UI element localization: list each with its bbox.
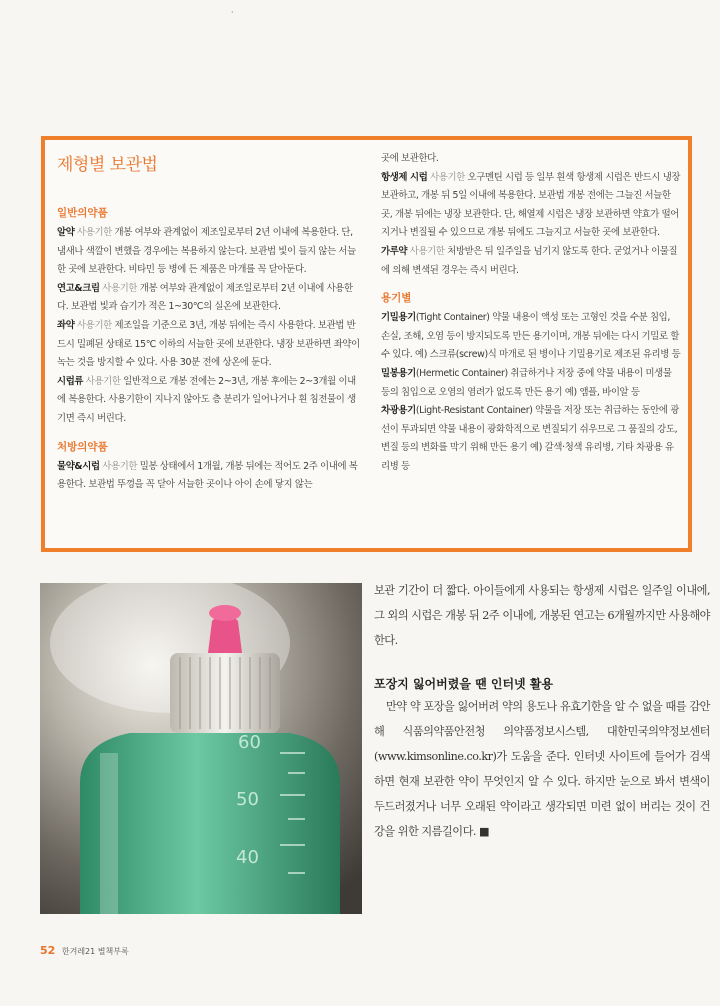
- entry-text: (Tight Container) 약물 내용이 액성 또는 고형인 것을 수분 침입, 손실, 조해, 오염 등이 방지되도록 만든 용기이며, 개봉 뒤에는 다시 기밀로 할 수 있다. 예) 스크류(screw)식 마개로 된 병이나 기밀용기로 제조된 유리병 등: [381, 312, 681, 361]
- footer-publication: 한겨레21 별책부록: [61, 947, 129, 956]
- entry-text: 밀봉 상태에서 1개월, 개봉 뒤에는 적어도 2주 이내에 복용한다. 보관법 뚜껑을 꼭 닫아 서늘한 곳이나 아이 손에 닿지 않는: [57, 460, 358, 491]
- guide-entry: [57, 458, 363, 495]
- entry-lead: 연고&크림: [57, 282, 100, 294]
- page-number: 52: [40, 944, 56, 957]
- scale-mark-60: 60: [238, 732, 261, 753]
- entry-label: 사용기한: [83, 375, 121, 387]
- guide-entry: [381, 402, 681, 476]
- syrup-bottle-photo: [40, 583, 362, 914]
- entry-lead: 알약: [57, 227, 75, 238]
- entry-text: 개봉 여부와 관계없이 제조일로부터 2년 이내에 사용한다. 보관법 빛과 습기가 적은 1~30℃의 실온에 보관한다.: [57, 282, 353, 313]
- section-heading: 처방의약품: [57, 440, 108, 453]
- guide-entry: [57, 280, 363, 317]
- section-heading: 용기별: [381, 292, 412, 305]
- guide-entry: [57, 317, 363, 373]
- guide-entry: [381, 365, 681, 402]
- entry-lead: 가루약: [381, 245, 408, 257]
- box-title: 제형별 보관법: [57, 155, 158, 175]
- scale-mark-50: 50: [236, 789, 259, 810]
- guide-entry: [381, 150, 681, 169]
- corner-mark: ‘: [231, 10, 234, 19]
- entry-label: 사용기한: [99, 460, 138, 472]
- guide-entry: [381, 169, 681, 243]
- section-heading: 일반의약품: [57, 207, 108, 219]
- box-left-column: [57, 150, 363, 495]
- entry-label: 사용기한: [74, 227, 112, 238]
- entry-lead: 물약&시럽: [57, 460, 100, 472]
- article-body: [374, 578, 710, 844]
- entry-label: 사용기한: [427, 171, 465, 183]
- entry-text: 곳에 보관한다.: [381, 153, 439, 164]
- right-content: [381, 150, 681, 477]
- left-content: [57, 205, 363, 495]
- entry-label: 사용기한: [99, 282, 138, 294]
- article-paragraph-2: 만약 약 포장을 잃어버려 약의 용도나 유효기한을 알 수 없을 때를 감안해 식품의약품안전청 의약품정보시스템, 대한민국의약정보센터(www.kimsonline.co.kr)가 도움을 준다. 인터넷 사이트에 들어가 검색하면 현재 보관한 약이 무엇인지 알 수 있다. 하지만 눈으로 봐서 변색이 두드러졌거나 너무 오래된 약이라고 생각되면 미련 없이 버리는 것이 건강을 위한 지름길이다. ■: [374, 700, 710, 838]
- entry-lead: 기밀용기: [381, 312, 416, 324]
- page-footer: [40, 944, 129, 957]
- article-subheading: 포장지 잃어버렸을 땐 인터넷 활용: [374, 677, 554, 691]
- storage-guide-box: [41, 136, 692, 552]
- entry-label: 사용기한: [407, 245, 445, 257]
- entry-text: 오구멘틴 시럽 등 일부 흰색 항생제 시럽은 반드시 냉장 보관하고, 개봉 뒤 5일 이내에 복용한다. 보관법 개봉 전에는 그늘진 서늘한 곳, 개봉 뒤에는 냉장 보관한다. 단, 해열제 시럽은 냉장 보관하면 약효가 떨어지거나 변질될 수 있으므로 개봉 뒤에도 그늘지고 서늘한 곳에 보관한다.: [381, 171, 681, 239]
- entry-lead: 밀봉용기: [381, 367, 416, 379]
- bottle-image: [40, 583, 362, 914]
- entry-label: 사용기한: [74, 319, 112, 331]
- guide-entry: [381, 243, 681, 280]
- entry-lead: 항생제 시럽: [381, 171, 428, 183]
- guide-entry: [381, 309, 681, 365]
- entry-text: 제조일을 기준으로 3년, 개봉 뒤에는 즉시 사용한다. 보관법 반드시 밀폐된 상태로 15℃ 이하의 서늘한 곳에 보관한다. 냉장 보관하면 좌약이 녹는 것을 방지할 수 있다. 사용 30분 전에 상온에 둔다.: [57, 319, 360, 369]
- entry-lead: 차광용기: [381, 405, 416, 417]
- entry-lead: 좌약: [57, 319, 75, 331]
- entry-text: (Light-Resistant Container) 약물을 저장 또는 취급하는 동안에 광선이 투과되면 약물 내용이 광화학적으로 변질되기 쉬우므로 그 품질의 강도, 변질 등의 변화를 막기 위해 만든 용기 예) 갈색·청색 유리병, 기타 차광용 유리병 등: [381, 405, 679, 472]
- scale-mark-40: 40: [236, 847, 259, 868]
- guide-entry: [57, 373, 363, 429]
- entry-text: 개봉 여부와 관계없이 제조일로부터 2년 이내에 복용한다. 단, 냄새나 색깔이 변했을 경우에는 복용하지 않는다. 보관법 빛이 들지 않는 서늘한 곳에 보관한다. 비타민 등 병에 든 제품은 마개를 꼭 닫아둔다.: [57, 227, 356, 276]
- entry-text: (Hermetic Container) 취급하거나 저장 중에 약물 내용이 미생물 등의 침입으로 오염의 염려가 없도록 만든 용기 예) 앰플, 바이알 등: [381, 367, 672, 398]
- entry-text: 일반적으로 개봉 전에는 2~3년, 개봉 후에는 2~3개월 이내에 복용한다. 사용기한이 지나지 않아도 층 분리가 일어나거나 흰 침전물이 생기면 즉시 버린다.: [57, 375, 356, 424]
- entry-text: 처방받은 뒤 일주일을 넘기지 않도록 한다. 굳었거나 이물질에 의해 변색된 경우는 즉시 버린다.: [381, 245, 678, 276]
- entry-lead: 시럽류: [57, 375, 84, 387]
- article-paragraph-1: 보관 기간이 더 짧다. 아이들에게 사용되는 항생제 시럽은 일주일 이내에, 그 외의 시럽은 개봉 뒤 2주 이내에, 개봉된 연고는 6개월까지만 사용해야 한다.: [374, 584, 710, 647]
- guide-entry: [57, 224, 363, 280]
- box-right-column: [381, 150, 681, 477]
